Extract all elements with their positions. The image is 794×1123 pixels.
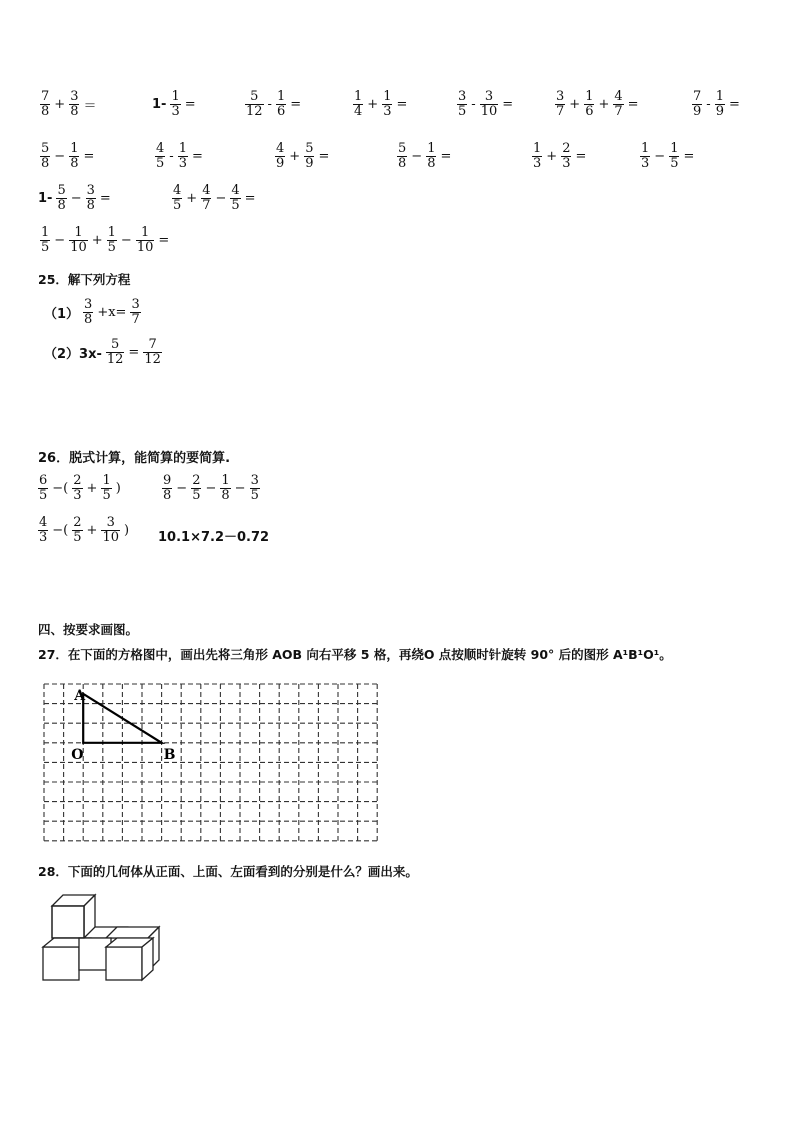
expression xyxy=(243,90,303,119)
numerator: 3 xyxy=(84,297,93,312)
operator: − xyxy=(205,481,217,496)
operator: - xyxy=(169,149,174,164)
numerator: 3 xyxy=(131,297,140,312)
section-4-heading: 四、按要求画图。 xyxy=(38,622,139,637)
operator: + xyxy=(54,97,66,112)
q27-grid-figure xyxy=(40,680,385,850)
denominator: 8 xyxy=(163,488,172,503)
numerator: 2 xyxy=(73,473,82,488)
fraction xyxy=(40,90,50,119)
denominator: 5 xyxy=(102,488,111,503)
denominator: 5 xyxy=(231,198,240,213)
expression-text: 1- xyxy=(152,97,167,112)
numerator: 1 xyxy=(41,225,50,240)
denominator: 3 xyxy=(562,156,571,171)
numerator: 3 xyxy=(106,515,115,530)
numerator: 1 xyxy=(641,141,650,156)
fraction xyxy=(162,474,172,503)
fraction xyxy=(457,90,467,119)
operator: = xyxy=(683,149,695,164)
fraction xyxy=(38,474,48,503)
operator: + xyxy=(91,233,103,248)
operator: − xyxy=(54,233,66,248)
denominator: 9 xyxy=(693,104,702,119)
expression xyxy=(351,90,409,119)
numerator: 1 xyxy=(74,225,83,240)
fraction xyxy=(172,184,182,213)
denominator: 4 xyxy=(354,104,363,119)
numerator: 3 xyxy=(86,183,95,198)
denominator: 6 xyxy=(585,104,594,119)
fraction xyxy=(101,516,120,545)
denominator: 8 xyxy=(57,198,66,213)
fraction xyxy=(69,142,79,171)
numerator: 3 xyxy=(556,89,565,104)
operator: −( xyxy=(52,481,69,496)
numerator: 1 xyxy=(427,141,436,156)
denominator: 5 xyxy=(192,488,201,503)
fraction xyxy=(555,90,565,119)
denominator: 10 xyxy=(102,530,119,545)
operator: + xyxy=(598,97,610,112)
denominator: 9 xyxy=(276,156,285,171)
numerator: 4 xyxy=(39,515,48,530)
operator: = xyxy=(502,97,514,112)
q27-heading: 27．在下面的方格图中，画出先将三角形 AOB 向右平移 5 格，再绕O 点按顺时针旋转 90° 后的图形 A¹B¹O¹。 xyxy=(38,647,672,662)
operator: = xyxy=(318,149,330,164)
expression xyxy=(638,142,696,171)
denominator: 8 xyxy=(84,312,93,327)
fraction xyxy=(561,142,571,171)
operator: − xyxy=(411,149,423,164)
q25-equation-2 xyxy=(42,338,164,367)
expression xyxy=(38,142,96,171)
numerator: 2 xyxy=(73,515,82,530)
fraction xyxy=(382,90,392,119)
denominator: 5 xyxy=(250,488,259,503)
operator: + xyxy=(186,191,198,206)
denominator: 5 xyxy=(458,104,467,119)
q25-heading: 25．解下列方程 xyxy=(38,272,131,287)
operator: −( xyxy=(52,523,69,538)
expression-text: 1- xyxy=(38,191,53,206)
denominator: 7 xyxy=(614,104,623,119)
numerator: 1 xyxy=(533,141,542,156)
fraction xyxy=(155,142,165,171)
q26-expression-2 xyxy=(160,474,262,503)
numerator: 1 xyxy=(585,89,594,104)
q26-expression-4 xyxy=(156,526,271,545)
numerator: 5 xyxy=(111,337,120,352)
fraction xyxy=(83,298,93,327)
fraction xyxy=(584,90,594,119)
fraction xyxy=(191,474,201,503)
denominator: 3 xyxy=(383,104,392,119)
fraction xyxy=(276,90,286,119)
denominator: 5 xyxy=(73,530,82,545)
denominator: 10 xyxy=(480,104,498,119)
operator: ) xyxy=(115,481,121,496)
fraction xyxy=(170,90,180,119)
numerator: 1 xyxy=(715,89,724,104)
fraction xyxy=(86,184,96,213)
numerator: 4 xyxy=(276,141,285,156)
fraction xyxy=(40,142,50,171)
denominator: 5 xyxy=(39,488,48,503)
operator: − xyxy=(120,233,132,248)
denominator: 6 xyxy=(276,104,286,119)
fraction xyxy=(72,474,82,503)
expression xyxy=(42,338,164,367)
operator: + xyxy=(289,149,301,164)
denominator: 5 xyxy=(156,156,165,171)
operator: − xyxy=(654,149,666,164)
numerator: 9 xyxy=(163,473,172,488)
fraction xyxy=(640,142,650,171)
numerator: 4 xyxy=(156,141,165,156)
numerator: 7 xyxy=(693,89,702,104)
numerator: 1 xyxy=(670,141,679,156)
operator: - xyxy=(267,97,272,112)
fraction xyxy=(275,142,285,171)
operator: = xyxy=(128,345,140,360)
numerator: 1 xyxy=(107,225,116,240)
numerator: 6 xyxy=(39,473,48,488)
fraction xyxy=(101,474,111,503)
expression xyxy=(395,142,453,171)
numerator: 1 xyxy=(140,225,150,240)
numerator: 7 xyxy=(41,89,50,104)
vertex-label-o: O xyxy=(71,746,84,763)
expression xyxy=(156,526,271,545)
operator: = xyxy=(290,97,302,112)
denominator: 9 xyxy=(715,104,724,119)
operator: = xyxy=(191,149,203,164)
numerator: 5 xyxy=(305,141,314,156)
operator: − xyxy=(70,191,82,206)
q25-equation-1 xyxy=(42,298,143,327)
expression xyxy=(160,474,262,503)
fraction xyxy=(353,90,363,119)
operator: − xyxy=(215,191,227,206)
denominator: 10 xyxy=(136,240,154,255)
numerator: 1 xyxy=(171,89,180,104)
fraction xyxy=(107,226,117,255)
denominator: 12 xyxy=(246,104,263,119)
denominator: 3 xyxy=(178,156,187,171)
denominator: 5 xyxy=(670,156,679,171)
denominator: 9 xyxy=(305,156,314,171)
fraction xyxy=(143,338,162,367)
fraction xyxy=(106,338,125,367)
q26-expression-1 xyxy=(36,474,123,503)
operator: + xyxy=(569,97,581,112)
operator: = xyxy=(158,233,170,248)
fraction xyxy=(397,142,407,171)
operator: = xyxy=(99,191,111,206)
numerator: 5 xyxy=(41,141,50,156)
denominator: 12 xyxy=(106,352,124,367)
denominator: 8 xyxy=(398,156,407,171)
vertex-label-b: B xyxy=(163,746,176,763)
numerator: 1 xyxy=(383,89,392,104)
numerator: 5 xyxy=(57,183,66,198)
expression xyxy=(153,142,205,171)
numerator: 4 xyxy=(231,183,240,198)
operator: ＝ xyxy=(83,99,97,114)
denominator: 3 xyxy=(533,156,542,171)
expression-text: （2）3x- xyxy=(44,347,102,362)
operator: + xyxy=(86,523,98,538)
expression-text: （1） xyxy=(44,307,80,322)
fraction xyxy=(669,142,679,171)
denominator: 5 xyxy=(173,198,182,213)
fraction xyxy=(426,142,436,171)
operator: = xyxy=(83,149,95,164)
operator: + xyxy=(546,149,558,164)
denominator: 7 xyxy=(556,104,565,119)
fraction xyxy=(201,184,211,213)
fraction xyxy=(245,90,264,119)
denominator: 5 xyxy=(41,240,50,255)
fraction xyxy=(130,298,140,327)
fraction xyxy=(220,474,230,503)
numerator: 1 xyxy=(178,141,187,156)
numerator: 3 xyxy=(70,89,79,104)
operator: ) xyxy=(123,523,130,538)
fraction xyxy=(136,226,155,255)
operator: = xyxy=(244,191,256,206)
expression-text: 10.1×7.2－0.72 xyxy=(158,530,270,545)
denominator: 8 xyxy=(427,156,436,171)
q28-cube-solid-figure xyxy=(38,890,168,985)
fraction xyxy=(230,184,240,213)
operator: − xyxy=(176,481,188,496)
expression xyxy=(455,90,515,119)
expression xyxy=(38,90,98,119)
numerator: 1 xyxy=(354,89,363,104)
denominator: 8 xyxy=(41,156,50,171)
q26-expression-3 xyxy=(36,516,131,545)
numerator: 2 xyxy=(562,141,571,156)
expression xyxy=(553,90,641,119)
fraction xyxy=(715,90,725,119)
numerator: 1 xyxy=(102,473,111,488)
denominator: 8 xyxy=(41,104,50,119)
numerator: 2 xyxy=(192,473,201,488)
operator: + xyxy=(86,481,98,496)
denominator: 7 xyxy=(202,198,211,213)
fraction xyxy=(532,142,542,171)
numerator: 4 xyxy=(202,183,211,198)
expression xyxy=(42,298,143,327)
denominator: 10 xyxy=(70,240,87,255)
fraction xyxy=(480,90,499,119)
q26-heading: 26．脱式计算，能简算的要简算. xyxy=(38,451,231,466)
expression xyxy=(690,90,742,119)
expression xyxy=(273,142,331,171)
vertex-label-a: A xyxy=(74,687,86,704)
fraction xyxy=(613,90,623,119)
numerator: 3 xyxy=(458,89,467,104)
expression xyxy=(38,226,171,255)
fraction xyxy=(56,184,66,213)
operator: − xyxy=(54,149,66,164)
expression xyxy=(150,90,198,119)
numerator: 4 xyxy=(173,183,182,198)
denominator: 3 xyxy=(641,156,650,171)
expression xyxy=(36,474,123,503)
fraction xyxy=(178,142,188,171)
expression xyxy=(36,516,131,545)
numerator: 3 xyxy=(250,473,259,488)
denominator: 3 xyxy=(73,488,82,503)
expression xyxy=(530,142,588,171)
fraction xyxy=(250,474,260,503)
fraction xyxy=(38,516,48,545)
denominator: 8 xyxy=(70,104,79,119)
numerator: 5 xyxy=(250,89,259,104)
numerator: 3 xyxy=(484,89,494,104)
numerator: 4 xyxy=(614,89,623,104)
operator: +x= xyxy=(97,305,127,320)
numerator: 1 xyxy=(221,473,230,488)
q28-heading: 28．下面的几何体从正面、上面、左面看到的分别是什么？画出来。 xyxy=(38,864,418,879)
fraction xyxy=(40,226,50,255)
denominator: 8 xyxy=(86,198,95,213)
numerator: 1 xyxy=(276,89,286,104)
denominator: 8 xyxy=(70,156,79,171)
numerator: 1 xyxy=(70,141,79,156)
operator: - xyxy=(471,97,476,112)
operator: − xyxy=(234,481,246,496)
denominator: 3 xyxy=(39,530,48,545)
denominator: 12 xyxy=(144,352,161,367)
fraction xyxy=(304,142,314,171)
fraction xyxy=(69,90,79,119)
expression xyxy=(170,184,258,213)
operator: + xyxy=(367,97,379,112)
operator: = xyxy=(627,97,639,112)
numerator: 7 xyxy=(148,337,157,352)
operator: = xyxy=(728,97,740,112)
operator: = xyxy=(440,149,452,164)
fraction xyxy=(69,226,88,255)
expression xyxy=(36,184,113,213)
denominator: 3 xyxy=(171,104,180,119)
operator: = xyxy=(575,149,587,164)
denominator: 5 xyxy=(107,240,116,255)
denominator: 7 xyxy=(131,312,140,327)
fraction xyxy=(692,90,702,119)
denominator: 8 xyxy=(221,488,230,503)
fraction xyxy=(72,516,82,545)
numerator: 5 xyxy=(398,141,407,156)
operator: = xyxy=(184,97,196,112)
operator: - xyxy=(706,97,711,112)
operator: = xyxy=(396,97,408,112)
